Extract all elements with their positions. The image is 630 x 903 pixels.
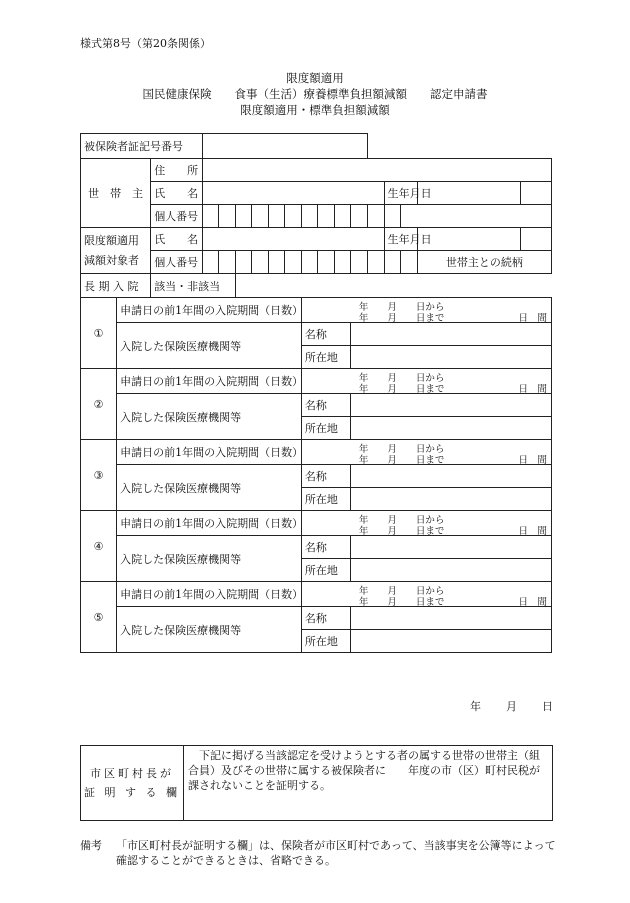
hospital-label: 入院した保険医療機関等: [117, 607, 302, 653]
hospital-location-field[interactable]: [351, 488, 552, 511]
period-field[interactable]: [301, 440, 551, 465]
period-label: 申請日の前1年間の入院期間（日数）: [117, 511, 302, 536]
hospital-name-field[interactable]: [351, 323, 552, 346]
hospital-name-label: 名称: [301, 394, 351, 417]
application-date: 年 月 日: [470, 700, 554, 713]
admission-number-2: ②: [81, 369, 117, 440]
target-personal-number-label: 個人番号: [151, 251, 203, 274]
hospital-location-label: 所在地: [301, 346, 351, 369]
certification-table: [80, 745, 553, 821]
period-field[interactable]: [301, 511, 551, 536]
digit-box[interactable]: [252, 251, 269, 274]
digit-box[interactable]: [351, 251, 368, 274]
admission-number-1: ①: [81, 298, 117, 369]
hospital-label: 入院した保険医療機関等: [117, 323, 302, 369]
hospital-location-field[interactable]: [351, 630, 552, 653]
hospital-name-label: 名称: [301, 536, 351, 559]
hospital-location-field[interactable]: [351, 417, 552, 440]
digit-box[interactable]: [301, 205, 318, 228]
household-head-address-field[interactable]: [202, 159, 551, 182]
hospital-name-field[interactable]: [351, 394, 552, 417]
relationship-label: 世帯主との続柄: [417, 251, 551, 274]
address-label: 住 所: [151, 159, 203, 182]
hospital-location-label: 所在地: [301, 630, 351, 653]
personal-number-label: 個人番号: [151, 205, 203, 228]
admission-number-3: ③: [81, 440, 117, 511]
title-line-3: 限度額適用・標準負担額減額: [240, 103, 390, 117]
date-to: 年 月 日まで: [358, 313, 445, 324]
hospital-location-field[interactable]: [351, 346, 552, 369]
date-from: 年 月 日から: [358, 444, 445, 455]
days-label: 日 間: [518, 597, 547, 608]
remarks: [80, 838, 560, 868]
hospital-label: 入院した保険医療機関等: [117, 465, 302, 511]
date-to: 年 月 日まで: [358, 597, 445, 608]
digit-box[interactable]: [351, 205, 368, 228]
digit-box[interactable]: [202, 251, 219, 274]
hospital-name-label: 名称: [301, 465, 351, 488]
period-label: 申請日の前1年間の入院期間（日数）: [117, 298, 302, 323]
certification-body: 下記に掲げる当該認定を受けようとする者の属する世帯の世帯主（組合員）及びその世帯に属する被保険者に 年度の市（区）町村民税が課されないことを証明する。: [184, 746, 553, 821]
hospital-location-label: 所在地: [301, 417, 351, 440]
digit-box[interactable]: [268, 205, 285, 228]
digit-box[interactable]: [285, 205, 302, 228]
insured-number-label: 被保険者証記号番号: [81, 134, 203, 159]
period-label: 申請日の前1年間の入院期間（日数）: [117, 369, 302, 394]
title-line-2: 国民健康保険 食事（生活）療養標準負担額減額 認定申請書: [142, 87, 488, 101]
digit-box[interactable]: [219, 251, 236, 274]
digit-box[interactable]: [318, 251, 335, 274]
name-label: 氏 名: [151, 182, 203, 205]
hospital-label: 入院した保険医療機関等: [117, 536, 302, 582]
digit-box[interactable]: [384, 251, 401, 274]
admission-number-4: ④: [81, 511, 117, 582]
date-to: 年 月 日まで: [358, 455, 445, 466]
digit-box[interactable]: [219, 205, 236, 228]
period-label: 申請日の前1年間の入院期間（日数）: [117, 582, 302, 607]
title-line-1: 限度額適用: [286, 71, 344, 85]
target-name-label: 氏 名: [151, 228, 203, 251]
digit-box[interactable]: [384, 205, 401, 228]
period-field[interactable]: [301, 298, 551, 323]
digit-box[interactable]: [334, 205, 351, 228]
target-person-label: [81, 228, 151, 274]
hospital-name-field[interactable]: [351, 607, 552, 630]
date-from: 年 月 日から: [358, 515, 445, 526]
digit-box[interactable]: [334, 251, 351, 274]
digit-box[interactable]: [235, 205, 252, 228]
remarks-label: 備考: [80, 839, 102, 852]
long-term-label: 長 期 入 院: [81, 274, 151, 298]
hospital-location-field[interactable]: [351, 559, 552, 582]
hospital-location-label: 所在地: [301, 488, 351, 511]
target-birth-date-label: 生年月日: [384, 228, 417, 251]
date-from: 年 月 日から: [358, 586, 445, 597]
household-head-extra-field[interactable]: [520, 182, 551, 205]
date-from: 年 月 日から: [358, 302, 445, 313]
long-term-value[interactable]: 該当・非該当: [151, 274, 236, 298]
hospital-name-label: 名称: [301, 323, 351, 346]
birth-date-label: 生年月日: [384, 182, 417, 205]
certification-label-line-2: 証 明 す る 欄: [84, 786, 180, 799]
target-name-field[interactable]: [202, 228, 384, 251]
admission-number-5: ⑤: [81, 582, 117, 653]
digit-box[interactable]: [368, 205, 385, 228]
digit-box[interactable]: [368, 251, 385, 274]
certification-label-line-1: 市区町村長が: [90, 767, 174, 780]
certification-label: [81, 746, 184, 821]
date-to: 年 月 日まで: [358, 384, 445, 395]
hospital-label: 入院した保険医療機関等: [117, 394, 302, 440]
digit-box[interactable]: [301, 251, 318, 274]
days-label: 日 間: [518, 526, 547, 537]
period-field[interactable]: [301, 369, 551, 394]
period-field[interactable]: [301, 582, 551, 607]
form-number: 様式第8号（第20条関係）: [80, 37, 211, 50]
digit-box[interactable]: [235, 251, 252, 274]
target-birth-date-field[interactable]: [417, 228, 520, 251]
days-label: 日 間: [518, 313, 547, 324]
application-form-table: [80, 133, 552, 653]
hospital-name-field[interactable]: [351, 536, 552, 559]
digit-box[interactable]: [285, 251, 302, 274]
digit-box[interactable]: [268, 251, 285, 274]
date-from: 年 月 日から: [358, 373, 445, 384]
digit-box[interactable]: [202, 205, 219, 228]
period-label: 申請日の前1年間の入院期間（日数）: [117, 440, 302, 465]
hospital-location-label: 所在地: [301, 559, 351, 582]
household-head-name-field[interactable]: [202, 182, 384, 205]
digit-box[interactable]: [252, 205, 269, 228]
target-person-label-line-2: 減額対象者: [84, 253, 139, 267]
date-to: 年 月 日まで: [358, 526, 445, 537]
target-person-label-line-1: 限度額適用: [84, 233, 139, 247]
days-label: 日 間: [518, 455, 547, 466]
days-label: 日 間: [518, 384, 547, 395]
household-head-label: 世 帯 主: [81, 159, 151, 228]
target-extra-field[interactable]: [520, 228, 551, 251]
insured-number-field[interactable]: [202, 134, 367, 159]
digit-box[interactable]: [318, 205, 335, 228]
remarks-text: 「市区町村長が証明する欄」は、保険者が市区町村であって、当該事実を公簿等によって確認することができるときは、省略できる。: [116, 839, 556, 867]
household-head-birth-date-field[interactable]: [417, 182, 520, 205]
hospital-name-label: 名称: [301, 607, 351, 630]
hospital-name-field[interactable]: [351, 465, 552, 488]
